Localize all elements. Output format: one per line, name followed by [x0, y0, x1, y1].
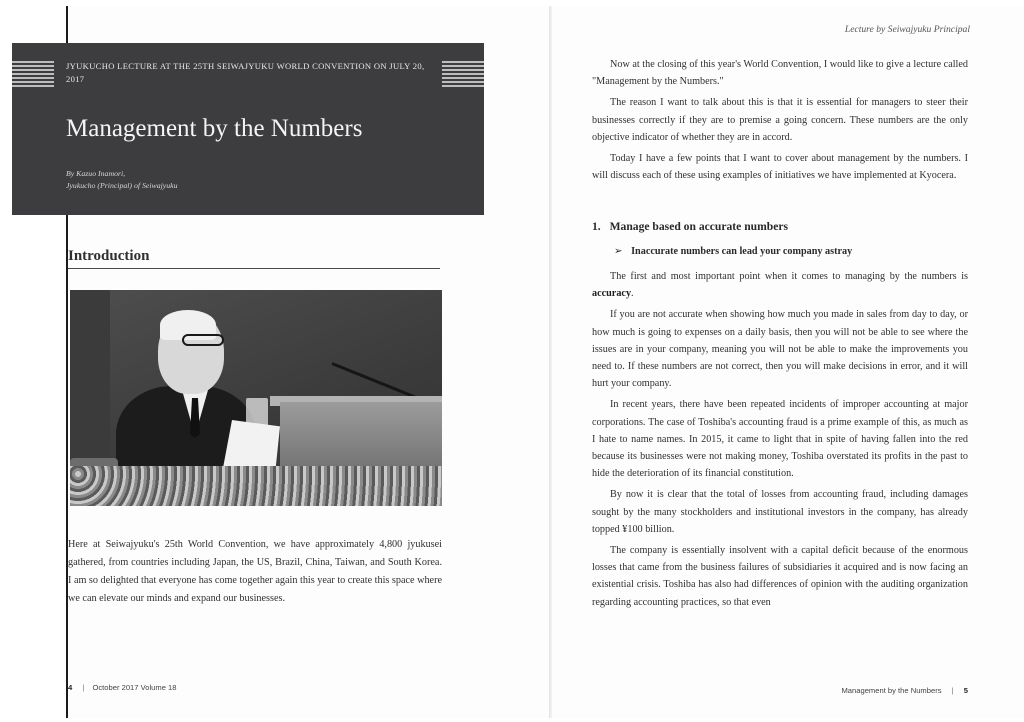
heading-text: Manage based on accurate numbers — [609, 220, 789, 233]
heading-number: 1. — [592, 220, 601, 233]
speaker-glasses — [182, 334, 224, 346]
left-page-number: 4 — [68, 683, 73, 692]
opening-column — [592, 56, 968, 188]
paragraph-text: . — [631, 288, 634, 300]
right-page — [552, 6, 1024, 718]
heading-rule — [68, 268, 440, 269]
issue-info: October 2017 Volume 18 — [92, 683, 177, 692]
banner-stripes-right — [442, 61, 484, 87]
paragraph: Today I have a few points that I want to cover about management by the numbers. I will discuss each of these using examples of initiatives we have implemented at Kyocera. — [592, 153, 968, 182]
numbered-heading — [592, 220, 788, 233]
author-line-2: Jyukucho (Principal) of Seiwajyuku — [66, 181, 178, 190]
paragraph: By now it is clear that the total of losses from accounting fraud, including damages sought by the many stockholders and institutional investors in the company, has already topped ¥100 billion. — [592, 489, 968, 535]
section-heading-introduction: Introduction — [68, 248, 150, 264]
paragraph: Now at the closing of this year's World Convention, I would like to give a lecture called "Management by the Numbers." — [592, 59, 968, 88]
subheading-text: Inaccurate numbers can lead your company astray — [631, 246, 853, 257]
running-head: Lecture by Seiwajyuku Principal — [844, 24, 970, 35]
author-byline — [66, 168, 178, 192]
arrow-bullet-icon: ➢ — [614, 246, 623, 257]
paragraph: The reason I want to talk about this is that it is essential for managers to steer their businesses correctly if they are to premise a going concern. These numbers are the only objective indicator of whether they are in accord. — [592, 97, 968, 143]
paragraph: If you are not accurate when showing how much you made in sales from day to day, or how much is going to expenses on a daily basis, then you will not be able to see where the issues are in your company, meaning you will not be able to make the improvements you need to. If these numbers are not correct, then you will make decisions in error, and it will hurt your company. — [592, 309, 968, 390]
folio-separator: | — [951, 686, 954, 695]
right-page-number: 5 — [963, 686, 968, 695]
article-banner — [12, 43, 484, 215]
speaker-photo — [70, 290, 442, 506]
folio-separator: | — [82, 683, 85, 692]
emphasis-accuracy: accuracy — [592, 288, 632, 300]
flower-arrangement — [70, 466, 442, 506]
author-line-1: By Kazuo Inamori, — [66, 169, 126, 178]
banner-kicker: JYUKUCHO LECTURE AT THE 25TH SEIWAJYUKU WORLD CONVENTION ON JULY 20, 2017 — [66, 61, 425, 84]
paragraph: The company is essentially insolvent with a capital deficit because of the enormous losses that came from the business failures of subsidiaries it acquired and is now facing an existential crisis. Toshiba has also had differences of opinion with the auditing organization regarding accounting practices, so that even — [592, 545, 968, 608]
left-folio — [68, 683, 176, 692]
banner-stripes-left — [12, 61, 54, 87]
article-title: Management by the Numbers — [66, 115, 363, 142]
folio-title: Management by the Numbers — [841, 686, 942, 695]
intro-paragraph: Here at Seiwajyuku's 25th World Convention, we have approximately 4,800 jyukusei gathered, from countries including Japan, the US, Brazil, China, Taiwan, and South Korea. I am so delighted that everyone has come together again this year to create this space where we can elevate our minds and expand our businesses. — [68, 539, 442, 604]
paragraph-accuracy — [592, 268, 968, 302]
paragraph-text: The first and most important point when it comes to managing by the numbers is — [610, 271, 968, 282]
paragraph: In recent years, there have been repeated incidents of improper accounting at major corporations. The case of Toshiba's accounting fraud is a prime example of this, as much as I hate to name names. In 2015, it came to light that in spite of having fallen into the red because its businesses were not making money, Toshiba overstated its profits in the past to hide the deterioration of its financial constitution. — [592, 399, 968, 480]
body-column — [592, 268, 968, 615]
right-folio — [841, 686, 968, 695]
subheading — [614, 246, 852, 257]
